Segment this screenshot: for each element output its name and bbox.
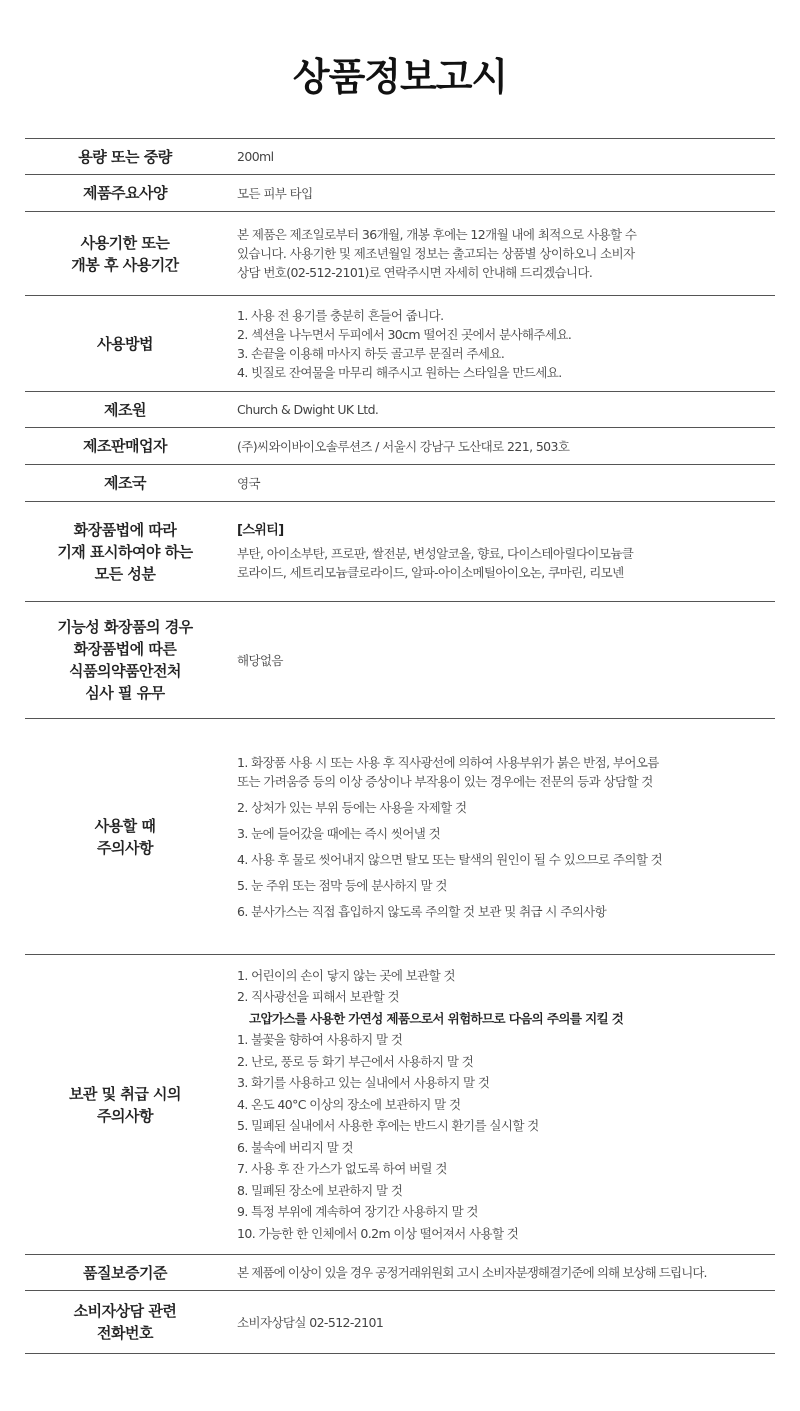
row-value (225, 296, 775, 391)
label-line: 화장품법에 따라 (73, 520, 177, 539)
value-line: 1. 화장품 사용 시 또는 사용 후 직사광선에 의하여 사용부위가 붉은 반점, 부어오름 (237, 754, 659, 770)
row-label (25, 212, 225, 295)
row-label: 제조국 (104, 474, 146, 492)
label-line: 화장품법에 따른 (73, 640, 177, 658)
value-line: 2. 직사광선을 피해서 보관할 것 (237, 989, 399, 1005)
row-label: 용량 또는 중량 (78, 147, 172, 166)
label-line: 보관 및 취급 시의 (68, 1084, 182, 1103)
label-line: 기재 표시하여야 하는 (57, 542, 193, 561)
row-value (225, 139, 775, 174)
value-line: 본 제품은 제조일로부터 36개월, 개봉 후에는 12개월 내에 최적으로 사용할 수 (237, 227, 637, 242)
row-value (225, 955, 775, 1254)
value-line: 있습니다. 사용기한 및 제조년월일 정보는 출고되는 상품별 상이하오니 소비자 (237, 246, 635, 261)
label-line: 기능성 화장품의 경우 (57, 618, 193, 636)
row-label (25, 602, 225, 718)
value-line: 4. 빗질로 잔여물을 마무리 해주시고 원하는 스타일을 만드세요. (237, 364, 562, 380)
row-quality (25, 1255, 775, 1291)
row-label (25, 955, 225, 1254)
label-line: 개봉 후 사용기간 (71, 255, 179, 274)
row-label: 제품주요사양 (83, 184, 167, 202)
row-country (25, 465, 775, 502)
value-line: 또는 가려움증 등의 이상 증상이나 부작용이 있는 경우에는 전문의 등과 상담할 것 (237, 773, 653, 789)
value-text: 영국 (237, 475, 260, 491)
row-value (225, 502, 775, 601)
value-text: 해당없음 (237, 652, 283, 668)
value-line: 1. 사용 전 용기를 충분히 흔들어 줍니다. (237, 307, 444, 323)
value-line: 5. 눈 주위 또는 점막 등에 분사하지 말 것 (237, 877, 447, 893)
row-contact (25, 1291, 775, 1354)
label-line: 사용할 때 (94, 816, 156, 835)
value-line: 10. 가능한 한 인체에서 0.2m 이상 떨어져서 사용할 것 (237, 1225, 519, 1241)
value-text: 모든 피부 타입 (237, 185, 313, 201)
row-label: 사용방법 (97, 334, 153, 353)
value-line: 7. 사용 후 잔 가스가 없도록 하여 버릴 것 (237, 1161, 447, 1177)
value-line: 9. 특정 부위에 계속하여 장기간 사용하지 말 것 (237, 1204, 478, 1220)
row-seller (25, 428, 775, 465)
label-line: 식품의약품안전처 (69, 662, 181, 680)
row-value (225, 428, 775, 464)
value-line: 부탄, 아이소부탄, 프로판, 쌀전분, 변성알코올, 향료, 다이스테아릴다이모늄클 (237, 546, 634, 561)
row-label (25, 1291, 225, 1353)
value-line: 2. 섹션을 나누면서 두피에서 30cm 떨어진 곳에서 분사해주세요. (237, 326, 572, 342)
label-line: 전화번호 (97, 1324, 153, 1342)
label-line: 소비자상담 관련 (73, 1302, 177, 1320)
row-spec (25, 175, 775, 212)
value-line: 3. 손끝을 이용해 마사지 하듯 골고루 문질러 주세요. (237, 345, 505, 361)
ingredients-heading: [스위티] (237, 523, 284, 538)
row-storage (25, 955, 775, 1255)
row-value (225, 212, 775, 295)
value-line: 2. 상처가 있는 부위 등에는 사용을 자제할 것 (237, 799, 467, 815)
row-value (225, 465, 775, 501)
row-expiry (25, 212, 775, 296)
value-line: 상담 번호(02-512-2101)로 연락주시면 자세히 안내해 드리겠습니다. (237, 265, 593, 280)
row-value (225, 719, 775, 954)
value-line: 1. 불꽃을 향하여 사용하지 말 것 (237, 1032, 403, 1048)
label-line: 사용기한 또는 (80, 233, 170, 252)
row-value (225, 392, 775, 427)
label-line: 모든 성분 (94, 564, 156, 583)
value-text: 본 제품에 이상이 있을 경우 공정거래위원회 고시 소비자분쟁해결기준에 의해 보상해 드립니다. (237, 1265, 707, 1280)
value-text: 200ml (237, 149, 274, 164)
row-ingredients (25, 502, 775, 602)
value-line: 로라이드, 세트리모늄클로라이드, 알파-아이소메틸아이오논, 쿠마린, 리모넨 (237, 565, 624, 580)
label-line: 주의사항 (97, 1106, 153, 1125)
row-functional (25, 602, 775, 719)
value-text: 소비자상담실 02-512-2101 (237, 1314, 384, 1330)
value-line: 6. 분사가스는 직접 흡입하지 않도록 주의할 것 보관 및 취급 시 주의사항 (237, 903, 607, 919)
row-label: 제조원 (104, 400, 146, 419)
flammable-warning: 고압가스를 사용한 가연성 제품으로서 위험하므로 다음의 주의를 지킬 것 (249, 1010, 624, 1026)
row-value (225, 175, 775, 211)
row-value (225, 1255, 775, 1290)
value-line: 3. 눈에 들어갔을 때에는 즉시 씻어낼 것 (237, 825, 441, 841)
value-text: Church & Dwight UK Ltd. (237, 402, 379, 417)
value-line: 1. 어린이의 손이 닿지 않는 곳에 보관할 것 (237, 967, 455, 983)
value-line: 3. 화기를 사용하고 있는 실내에서 사용하지 말 것 (237, 1075, 490, 1091)
row-value (225, 1291, 775, 1353)
row-usage (25, 296, 775, 392)
row-value (225, 602, 775, 718)
row-label (25, 502, 225, 601)
page-title: 상품정보고시 (292, 55, 508, 99)
value-line: 2. 난로, 풍로 등 화기 부근에서 사용하지 말 것 (237, 1053, 474, 1069)
value-line: 4. 사용 후 물로 씻어내지 않으면 탈모 또는 탈색의 원인이 될 수 있으므로 주의할 것 (237, 851, 663, 867)
label-line: 주의사항 (97, 838, 153, 857)
row-label: 품질보증기준 (83, 1263, 167, 1282)
value-line: 6. 불속에 버리지 말 것 (237, 1139, 354, 1155)
value-text: (주)씨와이바이오솔루션즈 / 서울시 강남구 도산대로 221, 503호 (237, 438, 570, 454)
label-line: 심사 필 유무 (85, 684, 165, 702)
product-info-table (25, 138, 775, 1354)
row-label (25, 719, 225, 954)
value-line: 8. 밀폐된 장소에 보관하지 말 것 (237, 1182, 403, 1198)
value-line: 5. 밀폐된 실내에서 사용한 후에는 반드시 환기를 실시할 것 (237, 1118, 539, 1134)
row-capacity (25, 139, 775, 175)
row-manufacturer (25, 392, 775, 428)
row-label: 제조판매업자 (83, 437, 167, 455)
row-caution (25, 719, 775, 955)
value-line: 4. 온도 40°C 이상의 장소에 보관하지 말 것 (237, 1096, 461, 1112)
